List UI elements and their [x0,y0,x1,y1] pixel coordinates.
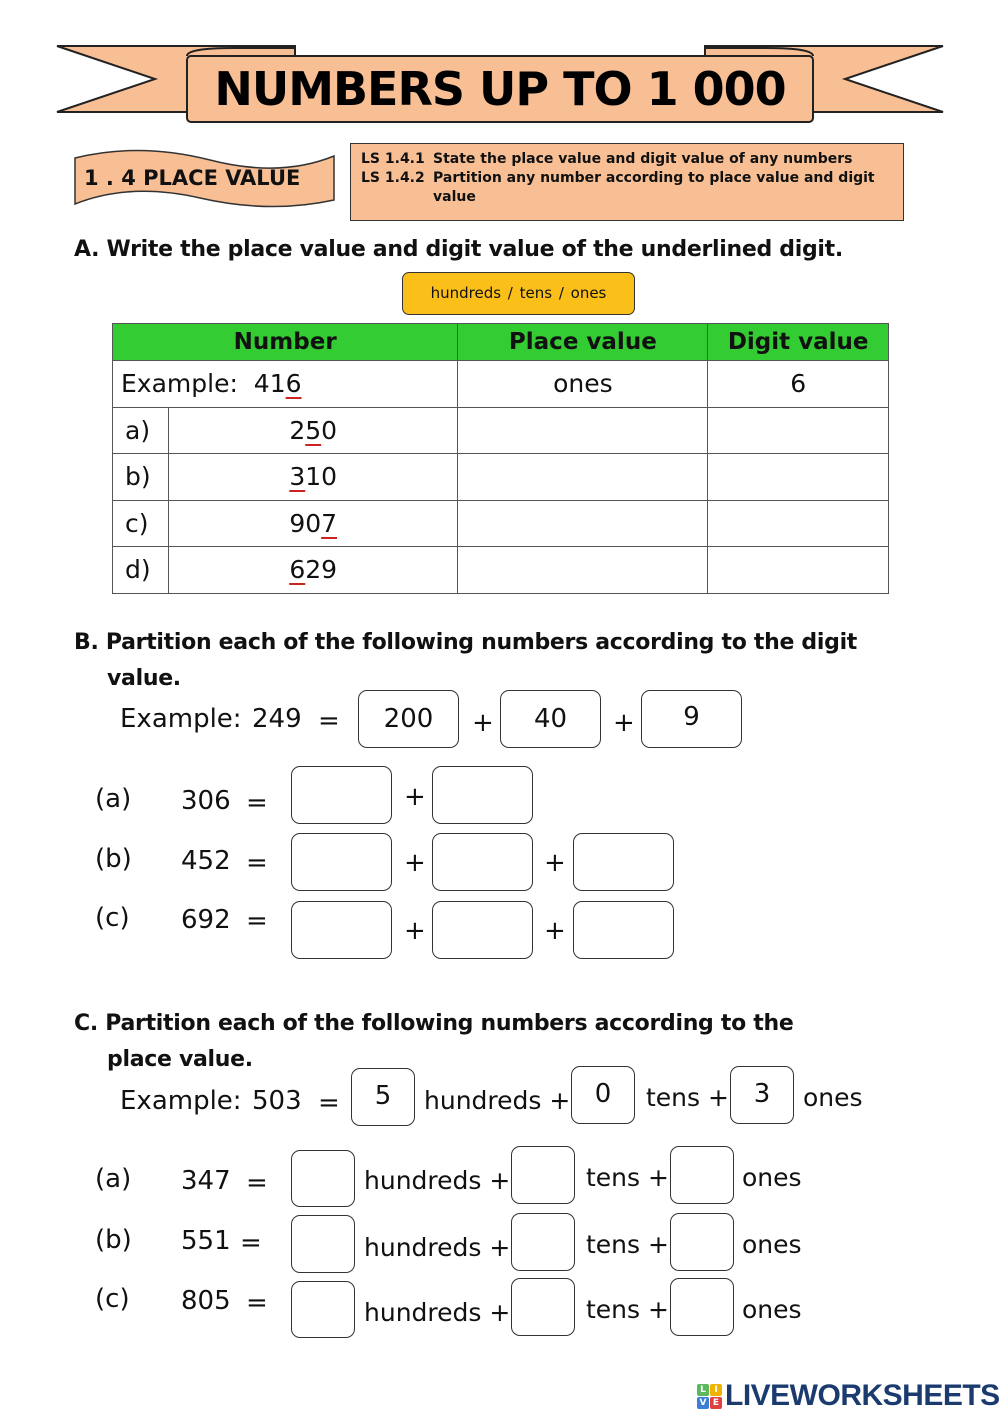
underlined-digit: 3 [289,462,306,492]
plus-sign: + [404,848,426,878]
objective-code: LS 1.4.2 [361,170,425,186]
equals-sign: = [246,1168,268,1198]
row-letter: b) [113,454,169,501]
objective-text: Partition any number according to place value and digit value [433,170,875,205]
example-label: Example: [120,704,242,734]
unit-ones: ones [742,1295,802,1324]
equals-sign: = [240,1228,262,1258]
answer-box[interactable] [432,766,533,824]
ones-answer-box[interactable] [670,1146,734,1204]
unit-tens: tens + [586,1230,669,1259]
place-value-answer[interactable] [458,547,708,594]
objective-item [361,150,893,169]
digit-value-answer[interactable] [708,407,889,454]
example-answer-box: 3 [730,1066,794,1124]
answer-box[interactable] [291,901,392,959]
unit-tens: tens + [586,1295,669,1324]
row-letter: (c) [95,1284,130,1314]
underlined-digit: 5 [305,415,322,445]
unit-ones: ones [742,1230,802,1259]
equals-sign: = [318,706,340,736]
liveworksheets-logo[interactable] [697,1381,1000,1411]
page-title: NUMBERS UP TO 1 000 [214,62,786,116]
digit-value-answer[interactable] [708,547,889,594]
unit-tens: tens + [646,1083,729,1112]
unit-ones: ones [803,1083,863,1112]
row-number: 347 [181,1166,231,1196]
example-number: 249 [252,704,302,734]
row-number [169,500,458,547]
example-digit-value: 6 [708,361,889,408]
logo-letter-l: L [697,1384,709,1396]
answer-box[interactable] [291,766,392,824]
example-number: 503 [252,1086,302,1116]
answer-box[interactable] [432,833,533,891]
word-bank: hundreds / tens / ones [402,272,635,315]
row-letter: (a) [95,784,132,814]
objective-item [361,169,893,207]
row-letter: a) [113,407,169,454]
row-letter: d) [113,547,169,594]
tens-answer-box[interactable] [511,1278,575,1336]
row-number [169,454,458,501]
unit-hundreds: hundreds + [424,1086,571,1115]
unit-hundreds: hundreds + [364,1298,511,1327]
digits: 90 [289,508,322,538]
row-letter: (c) [95,903,130,933]
plus-sign: + [404,916,426,946]
logo-icon [697,1384,722,1409]
digits: 0 [321,415,338,445]
place-value-table [112,323,889,594]
row-letter: c) [113,500,169,547]
hundreds-answer-box[interactable] [291,1281,355,1338]
answer-box[interactable] [573,901,674,959]
logo-letter-e: E [710,1397,722,1409]
logo-text: LIVEWORKSHEETS [725,1379,1000,1412]
equals-sign: = [246,906,268,936]
table-header-row [113,324,889,361]
example-number-cell [113,361,458,408]
example-label: Example: [120,1086,242,1116]
row-number: 452 [181,846,231,876]
section-label: 1 . 4 PLACE VALUE [84,166,301,190]
example-place-value: ones [458,361,708,408]
row-number [169,547,458,594]
example-answer-box: 200 [358,690,459,748]
row-letter: (b) [95,844,132,874]
table-row [113,454,889,501]
example-answer-box: 0 [571,1066,635,1124]
table-row [113,547,889,594]
part-a-heading: A. Write the place value and digit value of the underlined digit. [74,237,843,262]
table-row [113,500,889,547]
place-value-answer[interactable] [458,500,708,547]
ones-answer-box[interactable] [670,1278,734,1336]
equals-sign: = [246,848,268,878]
tens-answer-box[interactable] [511,1213,575,1271]
underlined-digit: 6 [285,369,302,399]
unit-hundreds: hundreds + [364,1233,511,1262]
ones-answer-box[interactable] [670,1213,734,1271]
part-b-heading-line2: value. [107,666,181,691]
hundreds-answer-box[interactable] [291,1215,355,1273]
answer-box[interactable] [291,833,392,891]
learning-objectives [350,143,904,221]
unit-hundreds: hundreds + [364,1166,511,1195]
part-c-heading-line1: C. Partition each of the following numbers according to the [74,1011,794,1036]
logo-letter-i: I [710,1384,722,1396]
unit-ones: ones [742,1163,802,1192]
header-number: Number [113,324,458,361]
objective-text: State the place value and digit value of any numbers [433,151,853,167]
logo-letter-v: V [697,1397,709,1409]
table-row [113,407,889,454]
place-value-answer[interactable] [458,454,708,501]
header-place-value: Place value [458,324,708,361]
row-number: 551 [181,1226,231,1256]
example-label: Example: [121,369,238,399]
plus-sign: + [472,708,494,738]
plus-sign: + [544,916,566,946]
hundreds-answer-box[interactable] [291,1150,355,1207]
objective-code: LS 1.4.1 [361,151,425,167]
plus-sign: + [404,782,426,812]
row-number: 692 [181,905,231,935]
digit-value-answer[interactable] [708,500,889,547]
digit-value-answer[interactable] [708,454,889,501]
part-b-heading-line1: B. Partition each of the following numbers according to the digit [74,630,858,655]
equals-sign: = [246,788,268,818]
row-number: 805 [181,1286,231,1316]
answer-box[interactable] [432,901,533,959]
row-letter: (b) [95,1225,132,1255]
tens-answer-box[interactable] [511,1146,575,1204]
part-c-heading-line2: place value. [107,1047,253,1072]
plus-sign: + [544,848,566,878]
equals-sign: = [246,1288,268,1318]
place-value-answer[interactable] [458,407,708,454]
row-letter: (a) [95,1164,132,1194]
example-answer-box: 5 [351,1068,415,1126]
plus-sign: + [613,708,635,738]
equals-sign: = [318,1088,340,1118]
example-answer-box: 40 [500,690,601,748]
digits: 2 [289,415,306,445]
row-number [169,407,458,454]
digits: 10 [305,462,338,492]
example-digits: 41 [253,369,286,399]
answer-box[interactable] [573,833,674,891]
example-answer-box: 9 [641,690,742,748]
unit-tens: tens + [586,1163,669,1192]
digits: 29 [305,555,338,585]
underlined-digit: 6 [289,555,306,585]
table-row-example [113,361,889,408]
header-digit-value: Digit value [708,324,889,361]
underlined-digit: 7 [321,508,338,538]
row-number: 306 [181,786,231,816]
